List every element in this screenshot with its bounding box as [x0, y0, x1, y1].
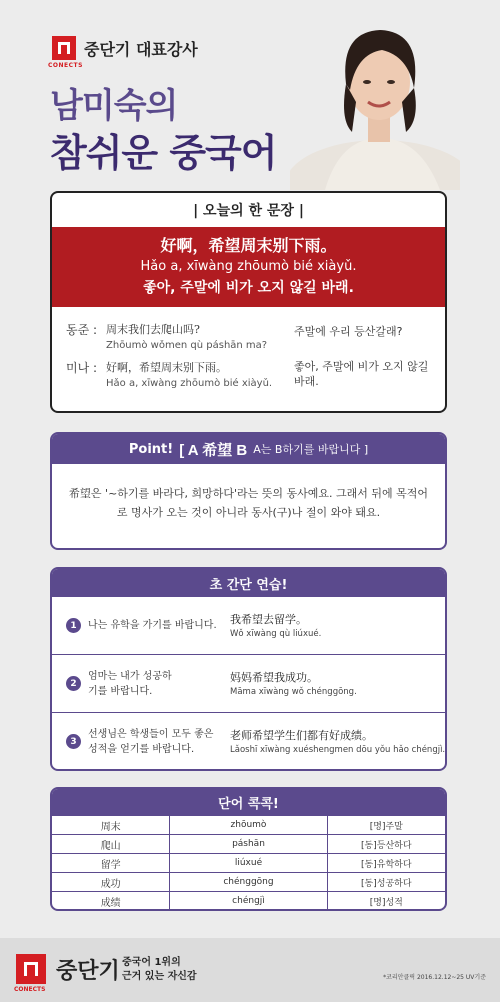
practice-korean: 선생님은 학생들이 모두 좋은 성적을 얻기를 바랍니다. — [88, 729, 214, 755]
sentence-chinese: 好啊，希望周末别下雨。 — [160, 236, 337, 255]
brand-row — [52, 36, 198, 60]
today-sentence-card — [50, 191, 447, 413]
point-card — [50, 432, 447, 550]
item-number-badge: 2 — [66, 676, 81, 691]
footer-logo-sub: CONECTS — [14, 986, 46, 993]
table-row — [52, 873, 445, 892]
vocab-pinyin: chénggōng — [170, 873, 327, 892]
title-line-1: 남미숙의 — [50, 86, 178, 126]
vocabulary-card — [50, 787, 447, 911]
practice-pinyin: Māma xīwàng wǒ chénggōng. — [230, 687, 357, 697]
practice-korean: 나는 유학을 가기를 바랍니다. — [88, 620, 217, 631]
practice-heading: 초 간단 연습! — [52, 569, 445, 597]
practice-card — [50, 567, 447, 771]
point-pattern: [ A 希望 B — [179, 441, 248, 459]
footer-slogan — [122, 956, 197, 984]
dialog-pinyin: Hǎo a, xīwàng zhōumò bié xiàyǔ. — [106, 378, 273, 389]
brand-label: 중단기 대표강사 — [84, 39, 198, 59]
vocab-chinese: 周末 — [52, 816, 170, 835]
practice-chinese: 老师希望学生们都有好成绩。 — [230, 729, 373, 742]
footer — [0, 938, 500, 1002]
table-row — [52, 854, 445, 873]
conects-logo-icon — [16, 954, 46, 984]
dialog-line-1 — [66, 321, 267, 351]
vocab-meaning: [동]유학하다 — [327, 854, 445, 873]
point-pattern-meaning: A는 B하기를 바랍니다 ] — [253, 443, 369, 456]
practice-korean: 엄마는 내가 성공하기를 바랍니다. — [88, 671, 172, 697]
sentence-korean: 좋아, 주말에 비가 오지 않길 바래. — [143, 280, 354, 296]
table-row — [52, 835, 445, 854]
item-number-badge: 1 — [66, 618, 81, 633]
vocabulary-heading: 단어 콕콕! — [52, 789, 445, 815]
slogan-line-2: 근거 있는 자신감 — [122, 971, 197, 982]
vocab-pinyin: liúxué — [170, 854, 327, 873]
practice-chinese: 我希望去留学。 — [230, 613, 307, 626]
practice-chinese: 妈妈希望我成功。 — [230, 671, 318, 684]
header — [0, 0, 500, 190]
vocab-meaning: [명]성적 — [327, 892, 445, 911]
dialog-chinese: 周末我们去爬山吗? — [106, 323, 200, 336]
footer-brand: 중단기 — [56, 959, 120, 984]
sentence-banner — [52, 227, 445, 307]
logo-sub-label: CONECTS — [48, 62, 83, 69]
point-label: Point! — [128, 441, 174, 457]
vocab-meaning: [동]등산하다 — [327, 835, 445, 854]
dialog-line-2 — [66, 359, 272, 389]
vocab-chinese: 成功 — [52, 873, 170, 892]
vocab-chinese: 成绩 — [52, 892, 170, 911]
sentence-pinyin: Hǎo a, xīwàng zhōumò bié xiàyǔ. — [140, 259, 357, 274]
vocab-chinese: 留学 — [52, 854, 170, 873]
practice-item — [52, 655, 445, 713]
point-explanation: 希望은 '~하기를 바라다, 희망하다'라는 뜻의 동사예요. 그래서 뒤에 목적어로 명사가 오는 것이 아니라 동사(구)나 절이 와야 돼요. — [68, 487, 429, 519]
dialog-speaker: 미나 : — [66, 361, 98, 375]
vocab-pinyin: zhōumò — [170, 816, 327, 835]
vocab-meaning: [명]주말 — [327, 816, 445, 835]
today-sentence-heading: | 오늘의 한 문장 | — [193, 203, 304, 219]
instructor-portrait — [290, 10, 460, 190]
practice-item — [52, 713, 445, 771]
dialog-chinese: 好啊，希望周末别下雨。 — [106, 361, 227, 374]
dialog-speaker: 동준 : — [66, 323, 98, 337]
vocab-chinese: 爬山 — [52, 835, 170, 854]
table-row — [52, 892, 445, 911]
dialog-translation: 주말에 우리 등산갈래? — [294, 325, 403, 338]
practice-pinyin: Lǎoshī xīwàng xuéshengmen dōu yǒu hǎo chéngjì. — [230, 745, 446, 755]
practice-item — [52, 597, 445, 655]
slogan-line-1: 중국어 1위의 — [122, 957, 181, 968]
table-row — [52, 816, 445, 835]
dialog — [52, 307, 445, 407]
vocab-pinyin: chéngjì — [170, 892, 327, 911]
title-line-2: 참쉬운 중국어 — [50, 131, 277, 175]
item-number-badge: 3 — [66, 734, 81, 749]
footer-note: *코리안클릭 2016.12.12~25 UV기준 — [383, 974, 486, 981]
dialog-translation: 좋아, 주말에 비가 오지 않길 바래. — [294, 360, 429, 388]
point-heading — [52, 434, 445, 464]
vocab-meaning: [동]성공하다 — [327, 873, 445, 892]
vocab-pinyin: páshān — [170, 835, 327, 854]
vocabulary-table — [52, 815, 445, 911]
conects-logo-icon — [52, 36, 76, 60]
dialog-pinyin: Zhōumò wǒmen qù páshān ma? — [106, 340, 268, 351]
practice-pinyin: Wǒ xīwàng qù liúxué. — [230, 629, 322, 639]
